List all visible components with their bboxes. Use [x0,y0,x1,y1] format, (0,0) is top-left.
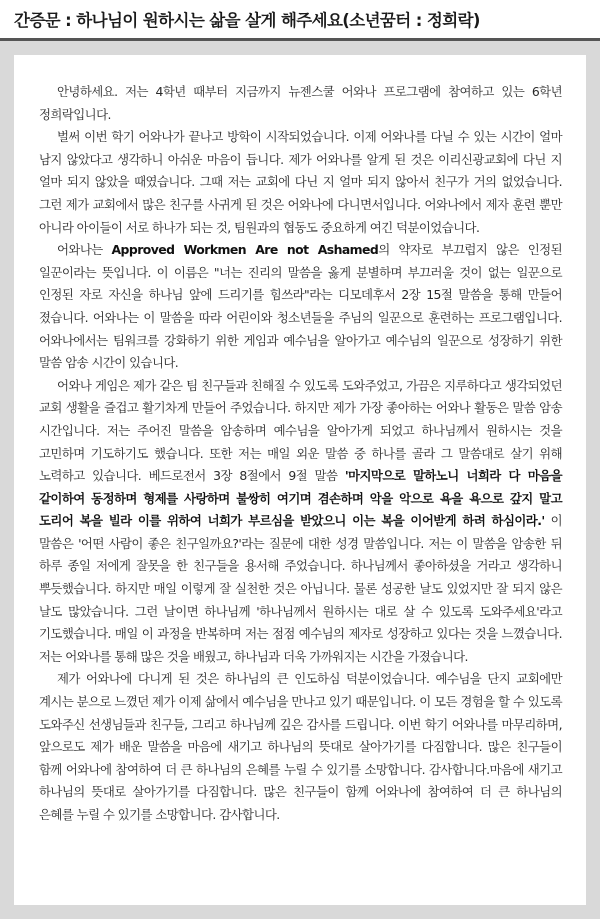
paragraph-closing: 제가 어와나에 다니게 된 것은 하나님의 큰 인도하심 덕분이었습니다. 예수님을 단지 교회에만 계시는 분으로 느꼈던 제가 이제 삶에서 예수님을 만나고 있기 때문입니다. 이 모든 경험을 할 수 있도록 도와주신 선생님들과 친구들, 그리고 하나님께 깊은 감사를 드립니다. 이번 학기 어와나를 마무리하며, 앞으로도 제가 배운 말씀을 마음에 새기고 하나님의 뜻대로 살아가기를 다짐합니다. 많은 친구들이 함께 어와나에 참여하여 더 큰 하나님의 은혜를 누릴 수 있기를 소망합니다. 감사합니다.마음에 새기고 하나님의 뜻대로 살아가기를 다짐합니다. 많은 친구들이 함께 어와나에 참여하여 더 큰 하나님의 은혜를 누릴 수 있기를 소망합니다. 감사합니다. [39,671,562,822]
text-run: 어와나 게임은 제가 같은 팀 친구들과 친해질 수 있도록 도와주었고, 가끔은 지루하다고 생각되었던 교회 생활을 즐겁고 활기차게 만들어 주었습니다. 하지만 제가 가장 좋아하는 어와나 활동은 말씀 암송 시간입니다. 저는 주어진 말씀을 암송하며 예수님을 알아가게 되었고 하나님께서 원하시는 것을 고민하며 기도하기도 했습니다. 또한 저는 매일 외운 말씀 중 하나를 골라 그 말씀대로 살기 위해 노력하고 있습니다. 베드로전서 3장 8절에서 9절 말씀 [39,377,562,484]
document-frame [0,41,600,919]
paragraph-intro: 안녕하세요. 저는 4학년 때부터 지금까지 뉴젠스쿨 어와나 프로그램에 참여하고 있는 6학년 정희락입니다. [39,84,562,122]
paragraph-memorization [39,375,562,669]
paragraph-semester: 벌써 이번 학기 어와나가 끝나고 방학이 시작되었습니다. 이제 어와나를 다닐 수 있는 시간이 얼마 남지 않았다고 생각하니 아쉬운 마음이 듭니다. 제가 어와나를 알게 된 것은 이리신광교회에 다닌 지 얼마 되지 않았을 때였습니다. 그때 저는 교회에 다닌 지 얼마 되지 않아서 친구가 거의 없었습니다. 그런 제가 교회에서 많은 친구를 사귀게 된 것은 어와나에 다니면서입니다. 어와나에서 제자 훈련 뿐만 아니라 아이들이 서로 하나가 되는 것, 팀원과의 협동도 중요하게 여긴 덕분이었습니다. [39,129,562,235]
awana-acronym: Approved Workmen Are not Ashamed [111,242,379,258]
text-run: 의 약자로 부끄럽지 않은 인정된 일꾼이라는 뜻입니다. 이 이름은 "너는 진리의 말씀을 옳게 분별하며 부끄러울 것이 없는 일꾼으로 인정된 자로 자신을 하나님 앞에 드리기를 힘쓰라"라는 디모데후서 2장 15절 말씀을 통해 만들어 졌습니다. 어와나는 이 말씀을 따라 어린이와 청소년들을 주님의 일꾼으로 훈련하는 프로그램입니다. 어와나에서는 팀워크를 강화하기 위한 게임과 예수님을 알아가고 예수님의 일꾼으로 성장하기 위한 말씀 암송 시간이 있습니다. [39,242,562,371]
scripture-quote: '마지막으로 말하노니 너희라 다 마음을 같이하여 동정하며 형제를 사랑하며 불쌍히 여기며 겸손하며 악을 악으로 욕을 욕으로 갚지 말고 도리어 복을 빌라 이를 위하여 너희가 부르심을 받았으니 이는 복을 이어받게 하려 하심이라.' [39,468,562,529]
text-run: 어와나는 [57,242,112,258]
paragraph-awana-meaning [39,239,562,375]
testimony-body [14,55,586,905]
page-title: 간증문 : 하나님이 원하시는 삶을 살게 해주세요(소년꿈터 : 정희락) [14,11,480,30]
text-run: 이 말씀은 '어떤 사람이 좋은 친구일까요?'라는 질문에 대한 성경 말씀입니다. 저는 이 말씀을 암송한 뒤 하루 종일 저에게 잘못을 한 친구들을 용서해 주었습니다. 하나님께서 좋아하셨을 거라고 생각하니 뿌듯했습니다. 하지만 매일 이렇게 잘 실천한 것은 아닙니다. 물론 성공한 날도 있었지만 잘 되지 않은 날도 많았습니다. 그런 날이면 하나님께 '하나님께서 원하시는 대로 살 수 있도록 도와주세요'라고 기도했습니다. 매일 이 과정을 반복하며 저는 점점 예수님의 제자로 성장하고 있다는 것을 느꼈습니다. 저는 어와나를 통해 많은 것을 배웠고, 하나님과 더욱 가까워지는 시간을 가졌습니다. [39,513,562,664]
